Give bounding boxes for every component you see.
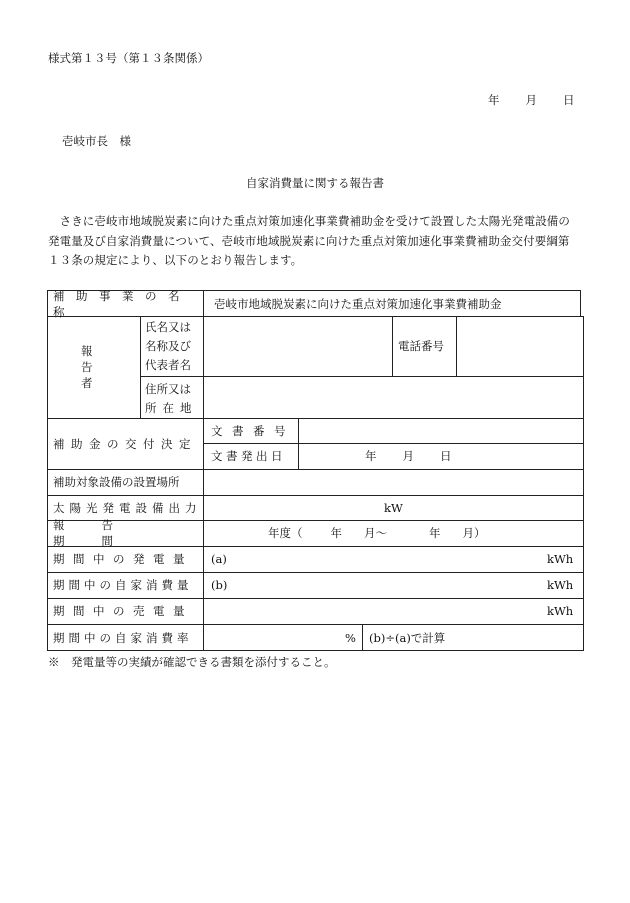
- period-label-text: 報告期間: [53, 518, 150, 548]
- period-year-start: 年: [330, 526, 342, 540]
- self-consumption-label: [53, 572, 193, 598]
- project-name-value: 壱岐市地域脱炭素に向けた重点対策加速化事業費補助金: [214, 296, 502, 311]
- generation-marker: (a): [211, 552, 227, 566]
- doc-date-value: [365, 443, 452, 469]
- period-month-start: 月～: [364, 526, 387, 540]
- addressee: 壱岐市長 様: [62, 134, 131, 148]
- doc-date-label-text: 文書発出日: [211, 449, 286, 463]
- self-consumption-marker: (b): [211, 578, 228, 592]
- generation-label: [53, 546, 193, 572]
- doc-date-month: 月: [402, 449, 414, 463]
- address-sublabel-line: 住所又は: [145, 382, 191, 396]
- period-value: [268, 520, 486, 546]
- address-sublabel: [145, 380, 201, 418]
- generation-label-text: 期間中の発電量: [53, 552, 193, 566]
- date-day: 日: [563, 93, 575, 107]
- rate-formula: (b)÷(a)で計算: [369, 630, 446, 645]
- column-divider: [392, 316, 393, 376]
- doc-number-input[interactable]: [298, 418, 584, 443]
- footnote: ※ 発電量等の実績が確認できる書類を添付すること。: [48, 655, 336, 669]
- form-number: 様式第１３号（第１３条関係）: [48, 51, 209, 65]
- period-year-end: 年: [429, 526, 441, 540]
- sold-label: [53, 598, 193, 624]
- period-label: [53, 520, 197, 546]
- reporter-label: [53, 316, 135, 418]
- document-title: 自家消費量に関する報告書: [246, 176, 384, 190]
- date-year: 年: [488, 93, 500, 107]
- column-divider: [140, 316, 141, 418]
- reporter-label-text: 報告者: [81, 344, 121, 390]
- phone-label: 電話番号: [398, 339, 444, 353]
- site-label: 補助対象設備の設置場所: [53, 475, 180, 489]
- project-name-label: [53, 290, 197, 317]
- doc-number-label-text: 文書番号: [211, 423, 295, 438]
- column-divider: [362, 624, 363, 651]
- sold-label-text: 期間中の売電量: [53, 604, 193, 618]
- doc-date-year: 年: [365, 449, 377, 463]
- grant-decision-label: [53, 418, 201, 469]
- project-name-label-text: 補助事業の名称: [53, 288, 191, 319]
- name-sublabel-line: 氏名又は: [145, 320, 191, 334]
- self-consumption-unit: kWh: [547, 578, 574, 592]
- name-sublabel-line: 名称及び: [145, 339, 191, 353]
- period-month-end: 月）: [462, 526, 486, 540]
- intro-line: さきに壱岐市地域脱炭素に向けた重点対策加速化事業費補助金を受けて設置した太陽光発電設備の: [48, 214, 570, 228]
- doc-date-day: 日: [440, 449, 452, 463]
- name-input[interactable]: [203, 316, 392, 376]
- doc-number-label: [211, 418, 295, 443]
- generation-unit: kWh: [547, 552, 574, 566]
- sold-unit: kWh: [547, 604, 574, 618]
- report-date: [488, 92, 575, 108]
- name-sublabel-line: 代表者名: [145, 358, 191, 372]
- intro-line: １３条の規定により、以下のとおり報告します。: [48, 253, 303, 267]
- address-sublabel-line: 所在地: [145, 401, 198, 415]
- phone-input[interactable]: [456, 316, 584, 376]
- rate-label: [53, 624, 193, 651]
- self-consumption-label-text: 期間中の自家消費量: [53, 578, 193, 592]
- rate-unit: %: [345, 630, 356, 645]
- grant-decision-label-text: 補助金の交付決定: [53, 436, 197, 451]
- name-sublabel: [145, 318, 201, 375]
- rate-label-text: 期間中の自家消費率: [53, 630, 193, 645]
- intro-line: 発電量及び自家消費量について、壱岐市地域脱炭素に向けた重点対策加速化事業費補助金交付要綱第: [48, 233, 570, 248]
- pv-output-label-text: 太陽光発電設備出力: [53, 500, 202, 515]
- address-input[interactable]: [203, 376, 584, 418]
- period-fiscal: 年度（: [268, 526, 303, 540]
- intro-paragraph: [48, 212, 580, 271]
- doc-date-label: [211, 443, 286, 469]
- pv-output-unit: kW: [384, 500, 403, 515]
- date-month: 月: [525, 93, 537, 107]
